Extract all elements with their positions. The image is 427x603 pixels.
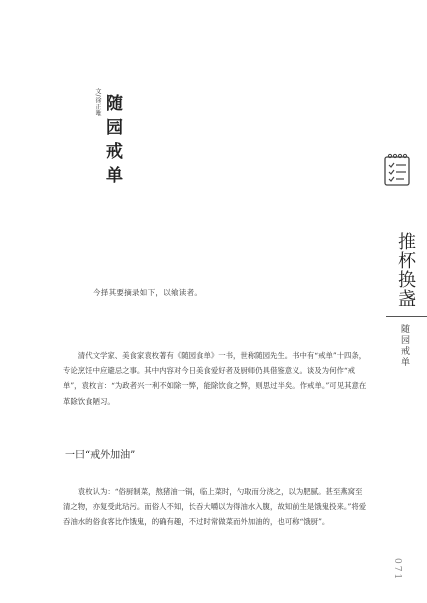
author-byline: 文/徐正唯 bbox=[94, 88, 101, 117]
page-number: 071 bbox=[392, 558, 402, 582]
article-title: 随园戒单 bbox=[102, 94, 122, 190]
body-paragraph-1: 清代文学家、美食家袁枚著有《随园食单》一书，世称随园先生。书中有“戒单”十四条，专论烹饪中应避忌之事。其中内容对今日美食爱好者及厨师仍具借鉴意义。谈及为何作“戒单”，袁枚言：“为政者兴一利不如除一弊，能除饮食之弊，则思过半矣。作戒单。”可见其意在革除饮食陋习。 bbox=[63, 351, 367, 406]
rule-heading: 一曰“戒外加油” bbox=[65, 450, 136, 461]
body-paragraph-2: 袁枚认为：“俗厨制菜，熬猪油一锅，临上菜时，勺取而分浇之，以为肥腻。甚至燕窝至清之物，亦复受此玷污。而俗人不知，长吞大嚼以为得油水入腹，故知前生是饿鬼投来。”将爱吞油水的俗食客比作饿鬼，的确有趣，不过时常做菜而外加油的，也可称“饿厨”。 bbox=[63, 487, 367, 527]
notebook-list-icon bbox=[382, 153, 412, 187]
intro-line: 今择其要摘录如下，以飨读者。 bbox=[93, 288, 203, 297]
section-divider bbox=[386, 316, 427, 317]
subsection-title: 随园戒单 bbox=[399, 324, 409, 368]
section-title: 推杯换盏 bbox=[395, 232, 416, 308]
